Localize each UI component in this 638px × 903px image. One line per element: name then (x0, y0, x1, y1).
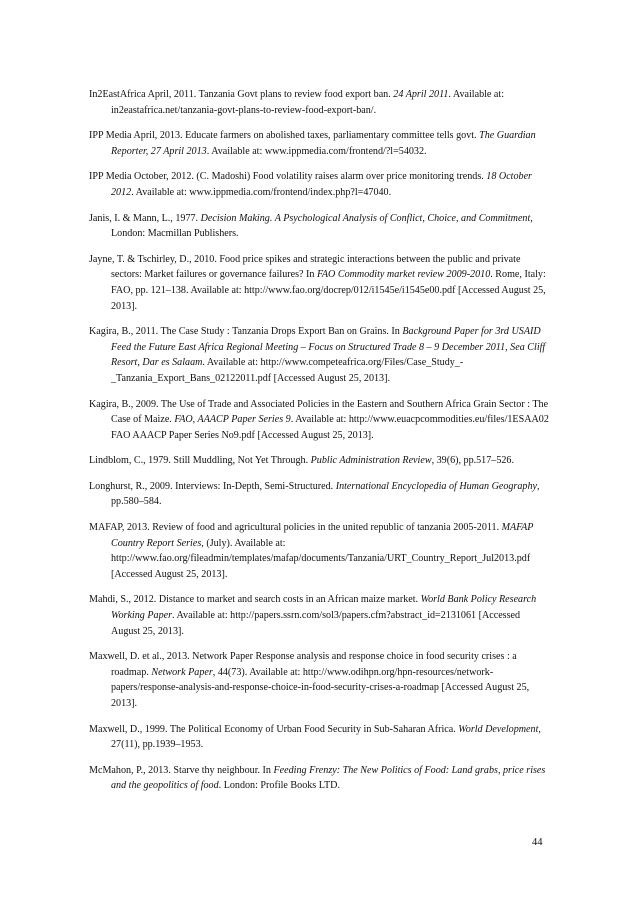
reference-text: Longhurst, R., 2009. Interviews: In-Depth, Semi-Structured. (89, 480, 336, 492)
reference-title-italic: The Guardian Reporter, 27 April 2013 (111, 130, 536, 157)
reference-title-italic: Public Administration Review (310, 455, 432, 467)
reference-title-italic: FAO, AAACP Paper Series 9 (174, 414, 291, 426)
reference-entry (89, 324, 549, 386)
reference-text: IPP Media April, 2013. Educate farmers on abolished taxes, parliamentary committee tells govt. (89, 130, 480, 142)
reference-title-italic: FAO Commodity market review 2009-2010 (317, 269, 491, 281)
reference-text: . Available at: http://papers.ssrn.com/sol3/papers.cfm?abstract_id=2131061 [Accessed August 25, 2013]. (111, 610, 521, 637)
reference-title-italic: Decision Making. A Psychological Analysis of Conflict, Choice, and Commitment (200, 212, 531, 224)
reference-entry (89, 649, 549, 711)
reference-text: MAFAP, 2013. Review of food and agricultural policies in the united republic of tanzania 2005-2011. (89, 522, 502, 534)
reference-title-italic: MAFAP Country Report Series (111, 522, 534, 549)
reference-list (89, 87, 549, 804)
reference-entry (89, 128, 549, 159)
reference-text: In2EastAfrica April, 2011. Tanzania Govt plans to review food export ban. (89, 89, 394, 100)
reference-title-italic: Background Paper for 3rd USAID Feed the Future East Africa Regional Meeting – Focus on Structured Trade 8 – 9 December 2011, Sea Cliff Resort, Dar es Salaam (111, 326, 546, 369)
reference-text: , 44(73). Available at: http://www.odihpn.org/hpn-resources/network-papers/response-analysis-and-response-choice-in-food-security-crises-a-roadmap [Accessed August 25, 2013]. (111, 666, 530, 709)
reference-entry (89, 169, 549, 200)
reference-text: Maxwell, D. et al., 2013. Network Paper Response analysis and response choice in food security crises : a roadmap. (89, 651, 517, 678)
reference-title-italic: 24 April 2011 (393, 89, 449, 100)
reference-title-italic: Network Paper (151, 666, 213, 678)
reference-title-italic: World Development (458, 723, 539, 735)
reference-text: Maxwell, D., 1999. The Political Economy of Urban Food Security in Sub-Saharan Africa. (89, 723, 459, 735)
reference-entry (89, 763, 549, 794)
reference-text: Lindblom, C., 1979. Still Muddling, Not Yet Through. (89, 455, 311, 467)
reference-text: . Available at: http://www.competeafrica.org/Files/Case_Study_-_Tanzania_Export_Bans_02122011.pdf [Accessed August 25, 2013]. (111, 357, 464, 384)
reference-entry (89, 397, 549, 444)
reference-text: , 27(11), pp.1939–1953. (111, 723, 541, 751)
reference-entry (89, 722, 549, 753)
reference-entry (89, 520, 549, 582)
reference-entry (89, 252, 549, 314)
reference-title-italic: Feeding Frenzy: The New Politics of Food: Land grabs, price rises and the geopolitics of food (111, 764, 546, 792)
reference-entry (89, 479, 549, 510)
reference-text: , pp.580–584. (111, 480, 540, 508)
reference-text: Jayne, T. & Tschirley, D., 2010. Food price spikes and strategic interactions between the public and private sectors: Market failures or governance failures? In (89, 253, 521, 281)
reference-title-italic: World Bank Policy Research Working Paper (111, 594, 537, 622)
page-number: 44 (532, 837, 543, 848)
reference-text: , (July). Available at: http://www.fao.org/fileadmin/templates/mafap/documents/Tanzania/URT_Country_Report_Jul2013.pdf [Accessed August 25, 2013]. (111, 537, 531, 580)
reference-text: . Available at: www.ippmedia.com/frontend/?l=54032. (206, 145, 427, 157)
reference-text: McMahon, P., 2013. Starve thy neighbour. In (89, 764, 274, 776)
reference-text: Janis, I. & Mann, L., 1977. (89, 212, 201, 224)
reference-text: IPP Media October, 2012. (C. Madoshi) Food volatility raises alarm over price monitoring trends. (89, 171, 487, 183)
reference-text: . London: Profile Books LTD. (218, 780, 340, 792)
reference-text: , London: Macmillan Publishers. (111, 212, 533, 240)
reference-title-italic: 18 October 2012 (111, 171, 532, 198)
reference-text: Mahdi, S., 2012. Distance to market and search costs in an African maize market. (89, 594, 421, 606)
reference-entry (89, 211, 549, 242)
reference-text: , 39(6), pp.517–526. (431, 455, 514, 467)
reference-text: Kagira, B., 2009. The Use of Trade and Associated Policies in the Eastern and Southern Africa Grain Sector : The Case of Maize. (89, 398, 549, 426)
reference-text: . Rome, Italy: FAO, pp. 121–138. Available at: http://www.fao.org/docrep/012/i1545e/i1545e00.pdf [Accessed August 25, 2013]. (111, 269, 546, 312)
reference-title-italic: International Encyclopedia of Human Geography (335, 480, 537, 492)
reference-entry (89, 87, 549, 118)
reference-text: . Available at: in2eastafrica.net/tanzania-govt-plans-to-review-food-export-ban/. (111, 89, 505, 116)
reference-entry (89, 453, 549, 469)
reference-entry (89, 592, 549, 639)
reference-text: Kagira, B., 2011. The Case Study : Tanzania Drops Export Ban on Grains. In (89, 326, 403, 338)
reference-text: . Available at: http://www.euacpcommodities.eu/files/1ESAA02 FAO AAACP Paper Series No9.pdf [Accessed August 25, 2013]. (111, 414, 549, 441)
reference-text: . Available at: www.ippmedia.com/frontend/index.php?l=47040. (131, 186, 392, 198)
